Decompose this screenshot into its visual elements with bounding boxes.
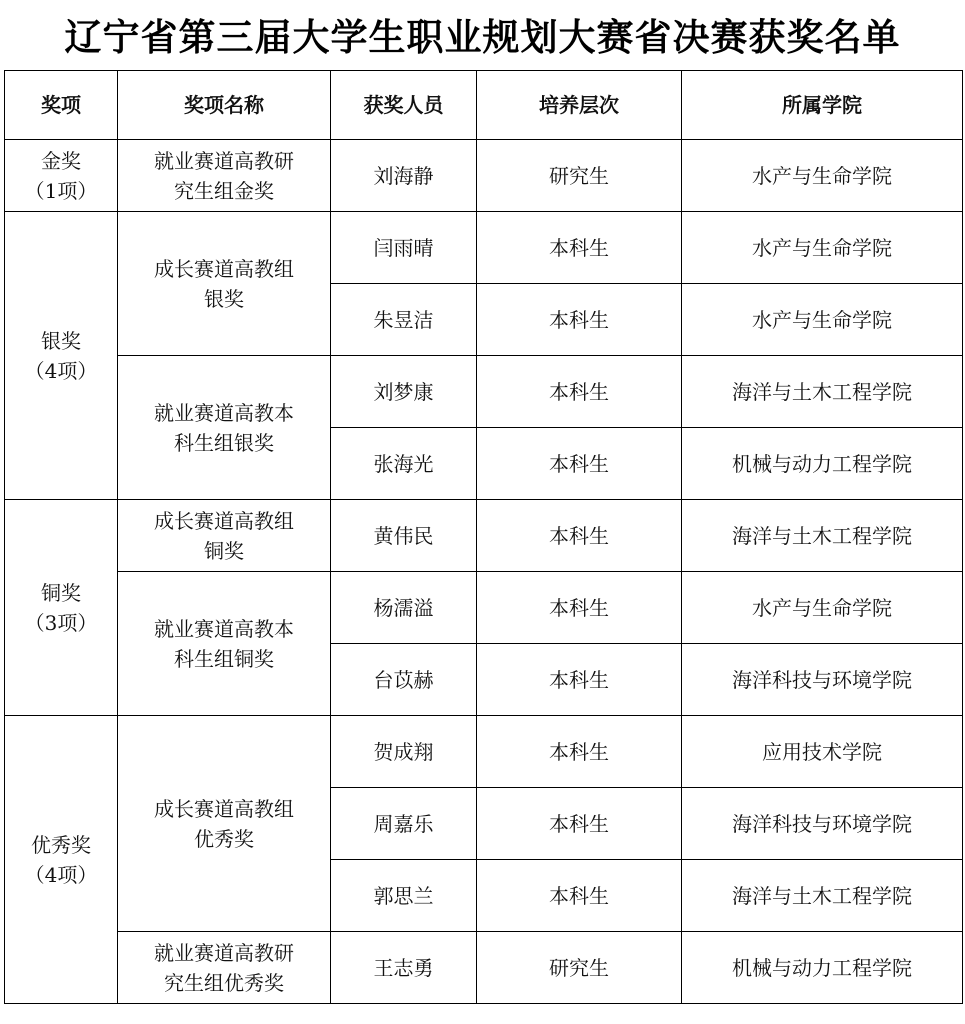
award-name-cell <box>118 356 331 500</box>
college-cell: 海洋与土木工程学院 <box>682 860 963 932</box>
award-name-cell <box>118 572 331 716</box>
award-category-excellence <box>5 716 118 1004</box>
person-cell: 朱昱洁 <box>331 284 477 356</box>
college-cell: 水产与生命学院 <box>682 284 963 356</box>
college-cell: 海洋与土木工程学院 <box>682 356 963 428</box>
person-cell: 周嘉乐 <box>331 788 477 860</box>
table-row <box>5 356 963 428</box>
award-name-line: 科生组银奖 <box>174 430 274 455</box>
award-name-line: 就业赛道高教研 <box>154 940 294 965</box>
person-cell: 黄伟民 <box>331 500 477 572</box>
award-name-line: 成长赛道高教组 <box>154 508 294 533</box>
category-count: （1项） <box>24 178 98 203</box>
award-name-line: 银奖 <box>204 286 244 311</box>
person-cell: 王志勇 <box>331 932 477 1004</box>
level-cell: 本科生 <box>477 356 682 428</box>
award-category-gold <box>5 140 118 212</box>
award-name-line: 铜奖 <box>204 538 244 563</box>
person-cell: 杨濡溢 <box>331 572 477 644</box>
header-award-name: 奖项名称 <box>118 71 331 140</box>
award-name-line: 就业赛道高教本 <box>154 400 294 425</box>
person-cell: 刘梦康 <box>331 356 477 428</box>
college-cell: 水产与生命学院 <box>682 212 963 284</box>
award-category-bronze <box>5 500 118 716</box>
award-name-line: 成长赛道高教组 <box>154 796 294 821</box>
page-title: 辽宁省第三届大学生职业规划大赛省决赛获奖名单 <box>64 16 901 59</box>
category-name: 银奖 <box>41 328 81 353</box>
award-name-line: 究生组优秀奖 <box>164 970 284 995</box>
person-cell: 张海光 <box>331 428 477 500</box>
award-name-line: 就业赛道高教本 <box>154 616 294 641</box>
award-category-silver <box>5 212 118 500</box>
level-cell: 本科生 <box>477 212 682 284</box>
award-name-cell <box>118 716 331 932</box>
person-cell: 贺成翔 <box>331 716 477 788</box>
college-cell: 水产与生命学院 <box>682 140 963 212</box>
header-level: 培养层次 <box>477 71 682 140</box>
award-name-cell <box>118 140 331 212</box>
table-row <box>5 212 963 284</box>
award-name-cell <box>118 932 331 1004</box>
header-person: 获奖人员 <box>331 71 477 140</box>
category-count: （4项） <box>24 358 98 383</box>
header-college: 所属学院 <box>682 71 963 140</box>
level-cell: 本科生 <box>477 572 682 644</box>
college-cell: 机械与动力工程学院 <box>682 932 963 1004</box>
level-cell: 本科生 <box>477 500 682 572</box>
college-cell: 海洋科技与环境学院 <box>682 788 963 860</box>
award-name-line: 就业赛道高教研 <box>154 148 294 173</box>
category-name: 铜奖 <box>41 580 81 605</box>
person-cell: 闫雨晴 <box>331 212 477 284</box>
college-cell: 水产与生命学院 <box>682 572 963 644</box>
awards-table <box>4 70 963 1004</box>
college-cell: 海洋科技与环境学院 <box>682 644 963 716</box>
award-name-cell <box>118 212 331 356</box>
table-row <box>5 932 963 1004</box>
person-cell: 郭思兰 <box>331 860 477 932</box>
category-count: （3项） <box>24 610 98 635</box>
category-name: 金奖 <box>41 148 81 173</box>
college-cell: 海洋与土木工程学院 <box>682 500 963 572</box>
category-count: （4项） <box>24 862 98 887</box>
level-cell: 研究生 <box>477 932 682 1004</box>
table-row <box>5 572 963 644</box>
award-name-line: 成长赛道高教组 <box>154 256 294 281</box>
header-award: 奖项 <box>5 71 118 140</box>
award-name-line: 究生组金奖 <box>174 178 274 203</box>
award-name-line: 科生组铜奖 <box>174 646 274 671</box>
college-cell: 应用技术学院 <box>682 716 963 788</box>
person-cell: 刘海静 <box>331 140 477 212</box>
header-row <box>5 71 963 140</box>
level-cell: 本科生 <box>477 644 682 716</box>
table-row <box>5 140 963 212</box>
person-cell: 台苡赫 <box>331 644 477 716</box>
level-cell: 本科生 <box>477 716 682 788</box>
level-cell: 本科生 <box>477 860 682 932</box>
level-cell: 本科生 <box>477 284 682 356</box>
category-name: 优秀奖 <box>31 832 91 857</box>
table-row <box>5 716 963 788</box>
award-name-cell <box>118 500 331 572</box>
award-name-line: 优秀奖 <box>194 826 254 851</box>
level-cell: 本科生 <box>477 788 682 860</box>
level-cell: 本科生 <box>477 428 682 500</box>
college-cell: 机械与动力工程学院 <box>682 428 963 500</box>
table-row <box>5 500 963 572</box>
level-cell: 研究生 <box>477 140 682 212</box>
